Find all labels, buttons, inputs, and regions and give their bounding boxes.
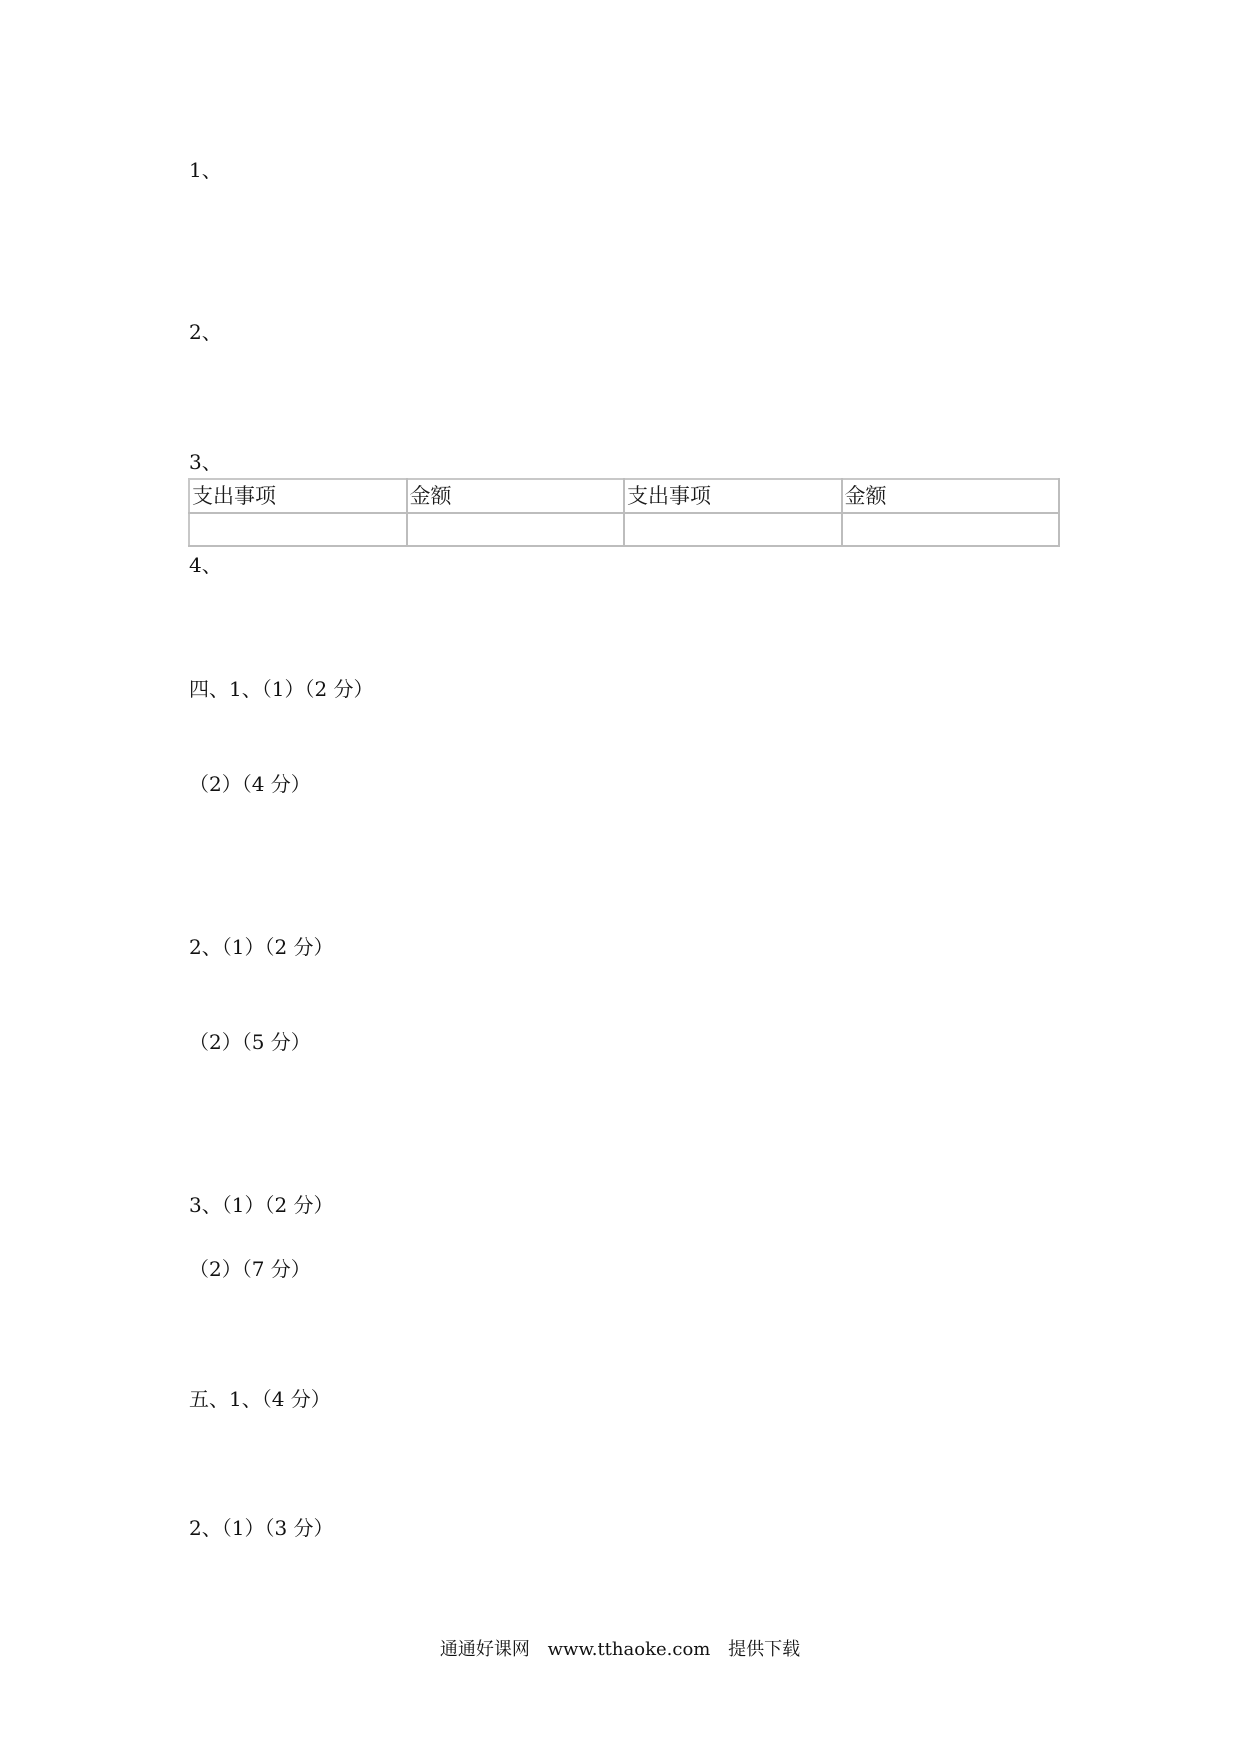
item-3-label: 3、	[189, 450, 222, 474]
table-header-cell: 支出事项	[624, 479, 842, 513]
table-header-cell: 金额	[407, 479, 625, 513]
section-4-q3-part2: （2）（7 分）	[189, 1257, 311, 1281]
table-cell	[842, 513, 1060, 546]
section-4-q3-part1: 3、（1）（2 分）	[189, 1193, 334, 1217]
table-header-cell: 金额	[842, 479, 1060, 513]
section-4-q1-part1: 四、1、（1）（2 分）	[189, 677, 374, 701]
table-cell	[407, 513, 625, 546]
item-1-label: 1、	[189, 158, 222, 182]
item-2-label: 2、	[189, 320, 222, 344]
section-4-q2-part1: 2、（1）（2 分）	[189, 935, 334, 959]
section-5-q2-part1: 2、（1）（3 分）	[189, 1516, 334, 1540]
footer-site-name: 通通好课网	[439, 1639, 530, 1660]
table-header-cell: 支出事项	[189, 479, 407, 513]
expense-table	[188, 478, 1060, 547]
section-4-q1-part2: （2）（4 分）	[189, 772, 311, 796]
table-cell	[624, 513, 842, 546]
page-footer	[0, 1638, 1240, 1662]
table-row	[189, 513, 1059, 546]
footer-suffix: 提供下载	[728, 1639, 801, 1660]
section-5-q1: 五、1、（4 分）	[189, 1387, 331, 1411]
table-header-row	[189, 479, 1059, 513]
footer-url: www.tthaoke.com	[547, 1639, 711, 1660]
table-cell	[189, 513, 407, 546]
section-4-q2-part2: （2）（5 分）	[189, 1030, 311, 1054]
item-4-label: 4、	[189, 553, 222, 577]
